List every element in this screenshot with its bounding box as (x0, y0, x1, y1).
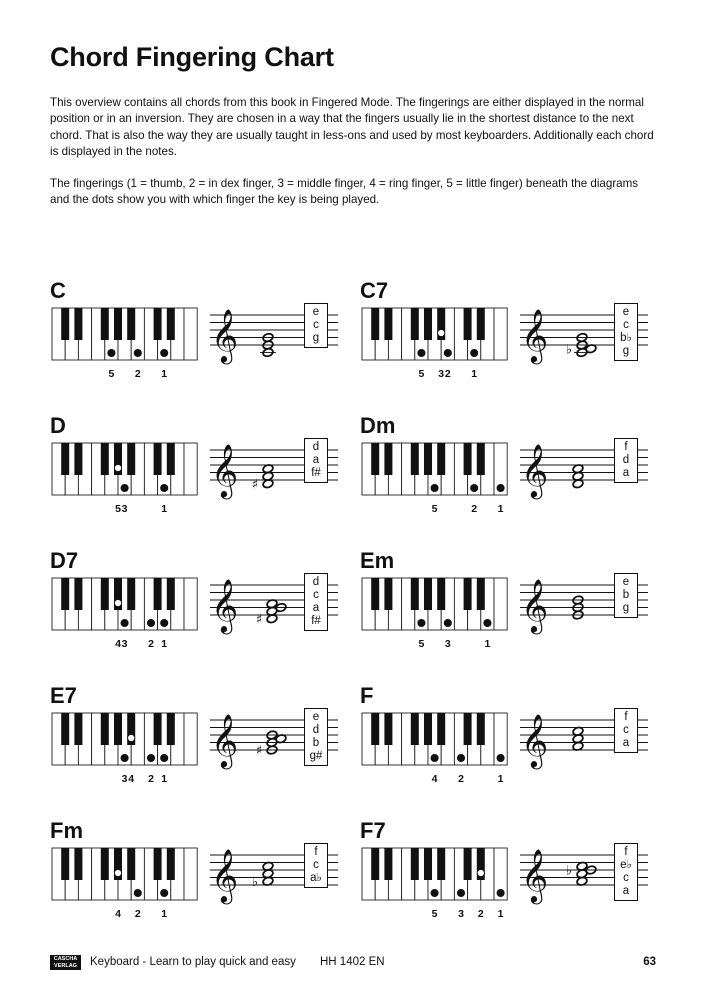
treble-clef-icon: 𝄞 (211, 848, 239, 902)
logo-text: CASCHA (53, 956, 78, 962)
chord-name: C (50, 278, 66, 303)
finger-number: 2 (458, 773, 464, 785)
chord-block-f (360, 684, 660, 804)
note-name: e (312, 711, 320, 723)
black-key (114, 713, 122, 745)
finger-dot (457, 754, 464, 761)
black-key (477, 443, 485, 475)
keyboard-diagram (52, 848, 197, 928)
sharp-sign-icon: ♯ (251, 477, 259, 493)
finger-dot (114, 599, 121, 606)
finger-number: 1 (471, 368, 478, 380)
note-name: g (622, 345, 630, 357)
note-name: f (624, 846, 628, 858)
finger-dot (431, 484, 438, 491)
white-key (184, 713, 197, 765)
finger-number: 5 (115, 503, 121, 515)
black-key (384, 578, 392, 610)
page-footer (50, 955, 656, 971)
finger-number: 1 (497, 503, 504, 515)
finger-dot (484, 619, 491, 626)
note-name: a♭ (310, 872, 322, 884)
note-name: f# (311, 615, 321, 627)
treble-clef-icon: 𝄞 (521, 848, 549, 902)
finger-dot (438, 329, 445, 336)
treble-clef-icon: 𝄞 (521, 578, 549, 632)
book-code: HH 1402 EN (320, 956, 385, 968)
note-name: a (312, 602, 320, 614)
finger-dot (147, 754, 154, 761)
finger-number: 3 (121, 503, 128, 515)
black-key (74, 578, 82, 610)
chord-block-fm (50, 819, 350, 939)
notes-box (614, 843, 638, 901)
black-key (437, 848, 445, 880)
finger-dot (497, 889, 504, 896)
notes-box (614, 708, 638, 753)
black-key (464, 443, 472, 475)
finger-dot (161, 754, 168, 761)
finger-number: 3 (444, 638, 451, 650)
white-key (494, 578, 507, 630)
black-key (167, 308, 175, 340)
white-key (184, 308, 197, 360)
note-name: a (622, 885, 630, 897)
finger-number: 4 (115, 908, 121, 920)
intro-paragraph-1: This overview contains all chords from this book in Fingered Mode. The fingerings are either displayed in the normal position or in an inversion. They are chosen in a way that the fingers usually lie in the shortest distance to the next chord. That is also the way they are usually taught in less-ons and used by most keyboarders. Additionally each chord is displayed in the notes. (50, 96, 654, 158)
black-key (411, 308, 419, 340)
note-name: d (312, 724, 320, 736)
finger-dot (134, 349, 141, 356)
keyboard-diagram (362, 443, 507, 523)
book-title: Keyboard - Learn to play quick and easy (90, 956, 296, 968)
black-key (127, 308, 135, 340)
sharp-sign-icon: ♯ (255, 743, 263, 759)
finger-number: 4 (115, 638, 121, 650)
keyboard-diagram (362, 713, 507, 793)
black-key (464, 848, 472, 880)
black-key (127, 443, 135, 475)
white-key (494, 308, 507, 360)
finger-dot (121, 754, 128, 761)
sharp-sign-icon: ♯ (255, 612, 263, 628)
treble-clef-icon: 𝄞 (521, 713, 549, 767)
note-name: c (313, 319, 319, 331)
black-key (477, 713, 485, 745)
finger-number: 2 (477, 908, 484, 920)
black-key (424, 443, 432, 475)
finger-number: 1 (497, 908, 504, 920)
finger-number: 2 (134, 368, 141, 380)
treble-clef-icon: 𝄞 (521, 308, 549, 362)
chord-name: C7 (360, 278, 389, 303)
black-key (101, 848, 109, 880)
black-key (411, 578, 419, 610)
finger-dot (121, 619, 128, 626)
black-key (74, 713, 82, 745)
black-key (371, 443, 379, 475)
black-key (154, 848, 162, 880)
chord-name: F (360, 683, 374, 708)
white-key (184, 443, 197, 495)
black-key (371, 308, 379, 340)
note-name: e♭ (620, 859, 632, 871)
finger-number: 5 (418, 368, 425, 380)
black-key (384, 848, 392, 880)
black-key (167, 713, 175, 745)
finger-number: 2 (444, 368, 451, 380)
finger-number: 3 (121, 773, 128, 785)
chord-name: Fm (50, 818, 83, 843)
black-key (154, 443, 162, 475)
notes-box (614, 303, 638, 361)
treble-clef-icon: 𝄞 (521, 443, 549, 497)
finger-dot (161, 484, 168, 491)
black-key (477, 578, 485, 610)
finger-dot (161, 619, 168, 626)
notes-box (304, 843, 328, 888)
note-name: c (313, 859, 319, 871)
note-name: g (622, 602, 630, 614)
black-key (371, 578, 379, 610)
note-name: e (622, 576, 630, 588)
black-key (154, 713, 162, 745)
notes-box (304, 438, 328, 483)
notes-box (304, 573, 328, 631)
note-name: g# (309, 750, 323, 762)
black-key (61, 578, 69, 610)
finger-dot (431, 754, 438, 761)
finger-number: 2 (471, 503, 478, 515)
note-name: a (622, 737, 630, 749)
chord-name: D7 (50, 548, 79, 573)
black-key (167, 578, 175, 610)
chord-name: F7 (360, 818, 386, 843)
chord-block-f7 (360, 819, 660, 939)
finger-dot (418, 619, 425, 626)
black-key (424, 713, 432, 745)
finger-number: 5 (418, 638, 425, 650)
intro-paragraph-2: The fingerings (1 = thumb, 2 = in dex finger, 3 = middle finger, 4 = ring finger, 5 = little finger) beneath the diagrams and the dots show you with which finger the key is being played. (50, 177, 639, 207)
note-name: b♭ (620, 332, 632, 344)
finger-dot (161, 889, 168, 896)
note-name: a (312, 454, 320, 466)
finger-number: 4 (431, 773, 438, 785)
black-key (437, 578, 445, 610)
black-key (74, 848, 82, 880)
chord-block-c (50, 279, 350, 399)
intro-text (50, 95, 660, 209)
finger-dot (457, 889, 464, 896)
black-key (101, 308, 109, 340)
flat-sign-icon: ♭ (565, 863, 573, 879)
finger-number: 2 (148, 773, 154, 785)
keyboard-diagram (362, 308, 507, 388)
finger-number: 5 (431, 908, 438, 920)
finger-number: 1 (161, 773, 168, 785)
finger-number: 1 (484, 638, 491, 650)
finger-dot (477, 869, 484, 876)
flat-sign-icon: ♭ (565, 342, 573, 358)
black-key (127, 848, 135, 880)
treble-clef-icon: 𝄞 (211, 308, 239, 362)
finger-number: 1 (497, 773, 504, 785)
black-key (101, 713, 109, 745)
note-name: g (312, 332, 320, 344)
finger-number: 3 (438, 368, 445, 380)
note-name: f (624, 441, 628, 453)
page-number: 63 (643, 956, 656, 968)
finger-dot (418, 349, 425, 356)
finger-dot (471, 484, 478, 491)
finger-dot (444, 619, 451, 626)
note-name: d (312, 441, 320, 453)
note-name: c (623, 319, 629, 331)
finger-dot (431, 889, 438, 896)
black-key (437, 443, 445, 475)
note-name: d (312, 576, 320, 588)
treble-clef-icon: 𝄞 (211, 578, 239, 632)
note-name: e (312, 306, 320, 318)
keyboard-diagram (52, 308, 197, 388)
finger-dot (114, 464, 121, 471)
chord-name: D (50, 413, 66, 438)
notes-box (304, 303, 328, 348)
chord-name: Dm (360, 413, 396, 438)
black-key (411, 443, 419, 475)
black-key (74, 308, 82, 340)
finger-dot (128, 734, 135, 741)
chord-block-e7 (50, 684, 350, 804)
finger-dot (121, 484, 128, 491)
note-name: f (314, 846, 318, 858)
finger-number: 3 (121, 638, 128, 650)
black-key (61, 308, 69, 340)
black-key (154, 308, 162, 340)
chord-block-d (50, 414, 350, 534)
notes-box (304, 708, 328, 766)
finger-number: 2 (148, 638, 154, 650)
black-key (437, 713, 445, 745)
chord-name: E7 (50, 683, 77, 708)
black-key (61, 443, 69, 475)
finger-number: 3 (458, 908, 464, 920)
finger-number: 2 (134, 908, 141, 920)
note-name: c (313, 589, 319, 601)
finger-dot (147, 619, 154, 626)
finger-dot (134, 889, 141, 896)
flat-sign-icon: ♭ (251, 874, 259, 890)
finger-number: 1 (161, 638, 168, 650)
page-title: Chord Fingering Chart (50, 42, 334, 72)
black-key (167, 848, 175, 880)
black-key (61, 713, 69, 745)
black-key (101, 578, 109, 610)
finger-dot (444, 349, 451, 356)
black-key (167, 443, 175, 475)
chord-block-em (360, 549, 660, 669)
black-key (61, 848, 69, 880)
black-key (114, 308, 122, 340)
black-key (424, 578, 432, 610)
note-name: c (623, 724, 629, 736)
finger-number: 1 (161, 368, 168, 380)
black-key (477, 308, 485, 340)
keyboard-diagram (362, 578, 507, 658)
chord-block-c7 (360, 279, 660, 399)
finger-dot (108, 349, 115, 356)
finger-dot (497, 754, 504, 761)
black-key (74, 443, 82, 475)
treble-clef-icon: 𝄞 (211, 443, 239, 497)
finger-dot (161, 349, 168, 356)
note-name: b (312, 737, 320, 749)
black-key (384, 443, 392, 475)
finger-number: 5 (431, 503, 438, 515)
finger-number: 5 (108, 368, 115, 380)
black-key (424, 848, 432, 880)
black-key (154, 578, 162, 610)
finger-dot (497, 484, 504, 491)
black-key (101, 443, 109, 475)
note-name: e (622, 306, 630, 318)
note-name: a (622, 467, 630, 479)
note-name: f (624, 711, 628, 723)
note-name: b (622, 589, 630, 601)
treble-clef-icon: 𝄞 (211, 713, 239, 767)
black-key (424, 308, 432, 340)
black-key (384, 713, 392, 745)
black-key (411, 713, 419, 745)
keyboard-diagram (52, 578, 197, 658)
black-key (371, 713, 379, 745)
note-name: d (622, 454, 630, 466)
black-key (384, 308, 392, 340)
white-key (184, 578, 197, 630)
chord-name: Em (360, 548, 395, 573)
chord-block-dm (360, 414, 660, 534)
note-name: f# (311, 467, 321, 479)
black-key (127, 578, 135, 610)
logo-text: VERLAG (54, 963, 77, 969)
finger-number: 1 (161, 908, 168, 920)
notes-box (614, 573, 638, 618)
finger-number: 4 (128, 773, 135, 785)
white-key (184, 848, 197, 900)
finger-dot (471, 349, 478, 356)
chord-block-d7 (50, 549, 350, 669)
notes-box (614, 438, 638, 483)
black-key (371, 848, 379, 880)
finger-number: 1 (161, 503, 168, 515)
publisher-logo (50, 955, 81, 970)
finger-dot (114, 869, 121, 876)
black-key (464, 308, 472, 340)
black-key (464, 713, 472, 745)
keyboard-diagram (52, 443, 197, 523)
black-key (464, 578, 472, 610)
keyboard-diagram (52, 713, 197, 793)
keyboard-diagram (362, 848, 507, 928)
black-key (411, 848, 419, 880)
note-name: c (623, 872, 629, 884)
